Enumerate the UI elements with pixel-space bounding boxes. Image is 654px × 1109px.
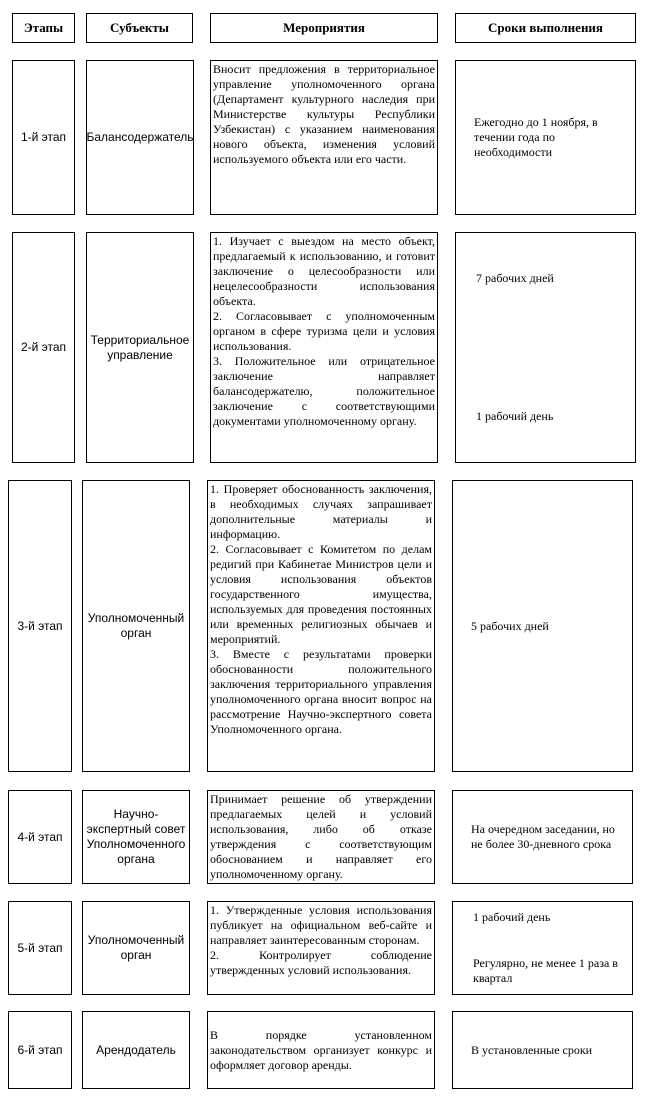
activity-text: 2. Согласовывает с Комитетом по делам редигий при Кабинетае Министров цели и условия использования объектов государственного имущества, используемых для проведения постоянных или временных религиозных обычаев и мероприятий. — [210, 542, 432, 646]
deadlines-3 — [452, 480, 633, 772]
stage-5: 5-й этап — [8, 901, 72, 995]
deadline-text: 1 рабочий день — [473, 910, 551, 924]
activity-text: 2. Контролирует соблюдение утвержденных условий использования. — [210, 948, 432, 977]
subject-6: Арендодатель — [82, 1011, 190, 1089]
subject-2: Территориальное управление — [86, 232, 194, 463]
subject-3: Уполномоченный орган — [82, 480, 190, 772]
stage-3: 3-й этап — [8, 480, 72, 772]
deadline-text: 1 рабочий день — [476, 409, 554, 423]
deadlines-4 — [452, 790, 633, 884]
deadline-text: 7 рабочих дней — [476, 271, 554, 285]
activities-2 — [210, 232, 438, 463]
header-stage: Этапы — [12, 13, 75, 43]
deadlines-5 — [452, 901, 633, 995]
deadlines-6 — [452, 1011, 633, 1089]
activity-text: 1. Утвержденные условия использования публикует на официальном веб-сайте и направляет заинтересованным сторонам. — [210, 903, 432, 947]
deadline-text: В установленные сроки — [471, 1042, 593, 1057]
activity-text: В порядке установленном законодательством организует конкурс и оформляет договор аренды. — [210, 1028, 432, 1072]
activity-text: Принимает решение об утверждении предлагаемых целей и условий использования, либо об отказе утверждения с соответствующим обоснованием и направляет его уполномоченному органу. — [210, 792, 432, 881]
deadlines-2 — [455, 232, 636, 463]
activity-text: 3. Вместе с результатами проверки обоснованности положительного заключения территориального управления уполномоченного органа вносит вопрос на рассмотрение Научно-экспертного совета Уполномоченного органа. — [210, 647, 432, 736]
stage-6: 6-й этап — [8, 1011, 72, 1089]
activities-3 — [207, 480, 435, 772]
subject-4: Научно-экспертный совет Уполномоченного органа — [82, 790, 190, 884]
deadline-text: Регулярно, не менее 1 раза в квартал — [473, 956, 618, 985]
header-activities: Мероприятия — [210, 13, 438, 43]
deadline-text: Ежегодно до 1 ноября, в течении года по необходимости — [474, 115, 598, 159]
activity-text: Вносит предложения в территориальное управление уполномоченного органа (Департамент культурного наследия при Министерстве культуры Республики Узбекистан) с указанием наименования нового объекта, изменения условий используемого объекта или его части. — [213, 62, 435, 166]
activity-text: 1. Изучает с выездом на место объект, предлагаемый к использованию, и готовит заключение о целесообразности или нецелесообразности использования объекта. — [213, 234, 435, 308]
activity-text: 3. Положительное или отрицательное заключение направляет балансодержателю, положительное заключение с соответствующими документами уполномоченному органу. — [213, 354, 435, 428]
activities-6 — [207, 1011, 435, 1089]
header-subject: Субъекты — [86, 13, 193, 43]
header-deadlines: Сроки выполнения — [455, 13, 636, 43]
subject-1: Балансодержатель — [86, 60, 194, 215]
deadline-text: 5 рабочих дней — [471, 618, 549, 633]
deadlines-1 — [455, 60, 636, 215]
activities-4 — [207, 790, 435, 884]
activities-5 — [207, 901, 435, 995]
activities-1 — [210, 60, 438, 215]
stage-1: 1-й этап — [12, 60, 75, 215]
activity-text: 2. Согласовывает с уполномоченным органом в сфере туризма цели и условия использования. — [213, 309, 435, 353]
subject-5: Уполномоченный орган — [82, 901, 190, 995]
stage-2: 2-й этап — [12, 232, 75, 463]
activity-text: 1. Проверяет обоснованность заключения, в необходимых случаях запрашивает дополнительные материалы и информацию. — [210, 482, 432, 541]
deadline-text: На очередном заседании, но не более 30-дневного срока — [471, 822, 615, 851]
stage-4: 4-й этап — [8, 790, 72, 884]
